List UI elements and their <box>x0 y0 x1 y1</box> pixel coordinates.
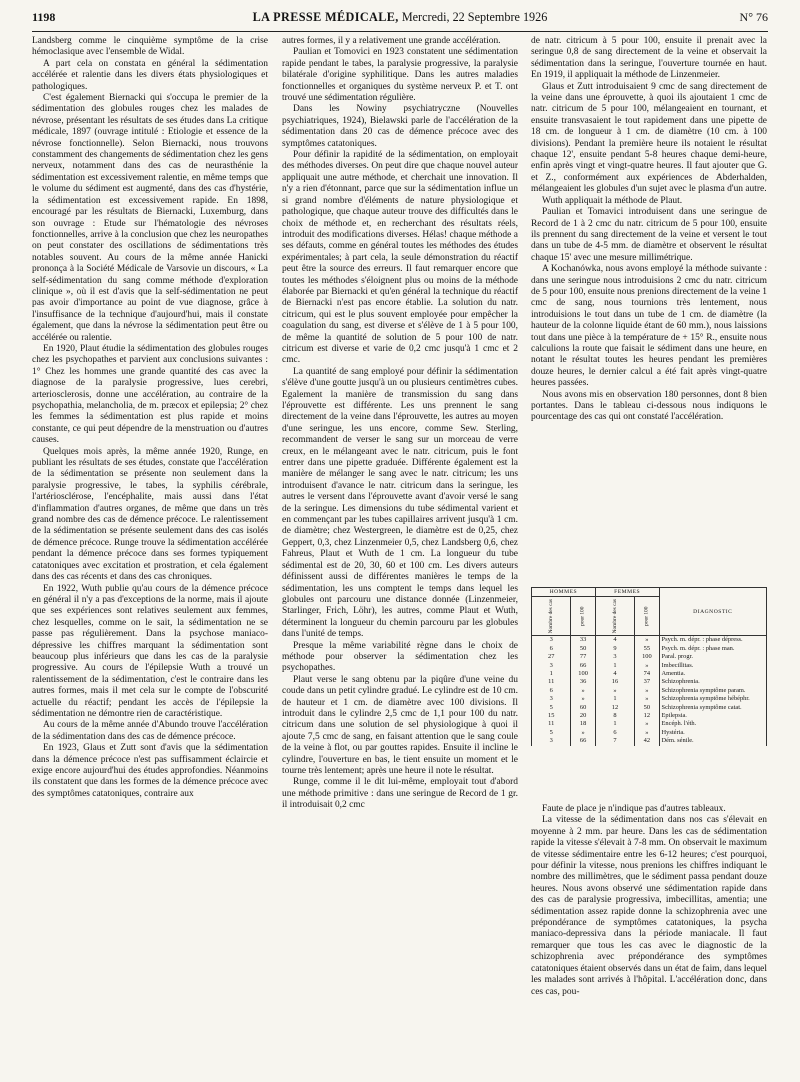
table-cell-number: 7 <box>595 737 634 745</box>
table-cell-number: 4 <box>595 670 634 678</box>
header-femmes: FEMMES <box>595 588 659 597</box>
table-cell-number: 1 <box>595 720 634 728</box>
paragraph: La quantité de sang employé pour définir la sédimentation s'élève d'une goutte jusqu'à un ou plusieurs centimètres cubes. Egalement la manière de transmission du sang dans l'éprouvette est différente. Les uns prennent le sang directement de la veine dans l'éprouvette, les autres au moyen d'une seringue, les uns encore, comme Sew. Sterling, recommandent de verser le sang sur un morceau de verre creux, en le mélangeant avec le natr. citricum, puis le font entrer dans une pipette graduée. Différente également est la manière de mélanger le sang avec le natr. citricum; les uns introduisent d'avance le natr. citricum dans la seringue, les autres le versent dans l'éprouvette avant d'avoir versé le sang de la seringue. Les dimensions du tube sédimental varient et en commençant par les tubes capillaires arrivent jusqu'à 1 cm. de diamètre; chez Westergreen, le diamètre est de 0,25, chez Geppert, 0,3, chez Linzenmeier 0,5, chez Landsberg 0,6, chez Fahreus, Plaut et Wuth de 1 cm. La longueur du tube sédimental est de 20, 30, 60 et 100 cm. Les divers auteurs définissent aussi de différentes manières le temps de la sédimentation, les uns comptent le temps dans lequel les globules ont parcouru une distance donnée (Linzenmeier, Starlinger, Frich, Löhr), les autres, comme Plaut et Wuth, déterminent la longueur du chemin parcouru par les globules dans l'unité de temps. <box>282 366 518 640</box>
table-cell-number: 3 <box>532 636 571 645</box>
column-left <box>32 36 268 800</box>
table-row <box>532 695 767 703</box>
table-cell-number: 66 <box>571 737 595 745</box>
header-rule <box>32 31 768 32</box>
paragraph: Faute de place je n'indique pas d'autres tableaux. <box>542 804 726 814</box>
table-cell-number: » <box>635 636 659 645</box>
paragraph: En 1920, Plaut étudie la sédimentation des globules rouges chez les psychopathes et parvient aux conclusions suivantes : 1° Chez les hommes une grande quantité des cas avec la diagnose de la paralysie progressive, lues cerebri, arteriosclerosis, donne une accélération, au contraire de la psychopathia, melancholia, de m. præcox et epilepsia; 2° chez les femmes la sédimentation est plus rapide et moins constante, ce qui peut dépendre de la menstruation ou d'autres causes. <box>32 343 268 446</box>
table-cell-number: 36 <box>571 678 595 686</box>
table-cell-number: 20 <box>571 712 595 720</box>
table-row <box>532 737 767 745</box>
table-cell-number: » <box>571 687 595 695</box>
table-cell-number: 60 <box>571 704 595 712</box>
table-cell-number: » <box>635 662 659 670</box>
paragraph: autres formes, il y a relativement une grande accélération. <box>282 36 501 46</box>
table-cell-number: 1 <box>595 662 634 670</box>
paragraph: Wuth appliquait la méthode de Plaut. <box>542 195 683 206</box>
issue-number: N° 76 <box>739 10 768 24</box>
table-cell-diagnosis: Encéph. l'éth. <box>659 720 766 728</box>
table-cell-number: 50 <box>635 704 659 712</box>
table-cell-number: 15 <box>532 712 571 720</box>
table-cell-number: 3 <box>532 737 571 745</box>
table-row <box>532 729 767 737</box>
paragraph: de natr. citricum à 5 pour 100, ensuite il prenait avec la seringue 0,8 de sang directement de la veine et observait la sédimentation dans la seringue, l'ouverture tournée en haut. En 1919, il appliquait la méthode de Linzenmeier. <box>531 36 767 81</box>
paragraph: Dans les Nowiny psychiatryczne (Nouvelles psychiatriques, 1924), Bielawski parle de l'accélération de la sédimentation dans 20 cas de démence précoce avec des symptômes catatoniques. <box>282 104 518 149</box>
paragraph: Paulian et Tomavici introduisent dans une seringue de Record de 1 à 2 cmc du natr. citricum de 5 pour 100, ensuite ils prennent du sang directement de la veine et versent le tout dans un tube de 4-5 mm. de diamètre et observent le résultat chaque 15' avec une mesure millimétrique. <box>531 207 767 263</box>
table-cell-number: » <box>635 687 659 695</box>
table-cell-number: 42 <box>635 737 659 745</box>
table-cell-number: 37 <box>635 678 659 686</box>
subheader-cases-men: Nombre des cas <box>532 597 571 636</box>
table-cell-number: 1 <box>532 670 571 678</box>
header-diagnostic: DIAGNOSTIC <box>659 588 766 636</box>
table-cell-number: 4 <box>595 636 634 645</box>
table-cell-diagnosis: Schizophrenia symptôme catat. <box>659 704 766 712</box>
diagnosis-table <box>531 587 767 746</box>
subheader-cases-women: Nombre des cas <box>595 597 634 636</box>
table-cell-number: 50 <box>571 645 595 653</box>
paragraph: Au cours de la même année d'Abundo trouve l'accélération de la sédimentation dans des cas de démence précoce. <box>32 720 268 742</box>
journal-title: LA PRESSE MÉDICALE, <box>252 10 399 24</box>
table-cell-number: » <box>635 695 659 703</box>
table-cell-diagnosis: Dém. sénile. <box>659 737 766 745</box>
column-right-continued <box>531 804 767 998</box>
issue-date: Mercredi, 22 Septembre 1926 <box>401 10 548 24</box>
table-cell-number: 5 <box>532 729 571 737</box>
paragraph: En 1922, Wuth publie qu'au cours de la démence précoce en général il n'y a pas d'exceptions de la norme, mais il ajoute que ses expériences sont relatives seulement aux femmes, chez lesquelles, comme on le sait, la sédimentation ne se passe pas régulièrement. Dans la psychose maniaco-dépressive les chiffres marquant la sédimentation sont beaucoup plus inférieurs que dans les cas de la paralysie progressive. Au cours de l'épilepsie Wuth a trouvé un ralentissement de la sédimentation, c'est le contraire dans les autres formes, mais il met cela sur le compte de l'obscurité actuelle du réactif; pendant les accès de l'épilepsie la sédimentation ne démontre rien de caractéristique. <box>32 583 268 719</box>
paragraph: A Kochanówka, nous avons employé la méthode suivante : dans une seringue nous introduisions 2 cmc du natr. citricum de 5 pour 100, ensuite nous prenions directement de la veine 1 cmc de sang, nous tournions très lentement, nous introduisions le tout dans un tube de 1 cm. de diamètre (la hauteur de la colonne liquide étant de 60 mm.), nous laissions tout dans une pièce à la température de + 15° R., ensuite nous calculions la route que faisait le sédiment dans une heure, en notant le résultat toutes les heures pendant les premières douze heures, le dernier calcul a été fait après vingt-quatre heures passées. <box>531 264 767 389</box>
paragraph: Paulian et Tomovici en 1923 constatent une sédimentation rapide pendant le tabes, la paralysie progressive, la paralysie bilatérale d'origine syphilitique. Dans les autres maladies fonctionnelles et organiques du système nerveux P. et T. ont trouvé une sédimentation régulière. <box>282 47 518 104</box>
table-cell-diagnosis: Epilepsia. <box>659 712 766 720</box>
column-right <box>531 36 767 424</box>
table-cell-number: 1 <box>595 695 634 703</box>
header-hommes: HOMMES <box>532 588 596 597</box>
table-cell-number: » <box>595 687 634 695</box>
table-cell-number: 18 <box>571 720 595 728</box>
paragraph: Plaut verse le sang obtenu par la piqûre d'une veine du coude dans un petit cylindre gradué. Le cylindre est de 10 cm. de hauteur et 1 cm. de diamètre avec 100 divisions. Il introduit dans le cylindre 2,5 cmc de 1,1 pour 100 du natr. citricum dans une solution de sel physiologique à quoi il ajoute 7,5 cmc de sang, en faisant attention que le sang coule de la veine à flot, ou par gouttes rapides. Ensuite il incline le cylindre, l'ouverture en bas, le tient ensuite un moment et le tourne très lentement; après une heure il note le résultat. <box>282 674 518 776</box>
table-row <box>532 645 767 653</box>
table-cell-number: 6 <box>532 645 571 653</box>
paragraph: Pour définir la rapidité de la sédimentation, on employait des méthodes diverses. On peut dire que chaque nouvel auteur appliquait une autre méthode, et cherchait une innovation. Il n'y a rien d'étonnant, parce que sur la sédimentation influe un si grand nombre d'éléments de nature physiologique et pathologique, que chaque auteur trouve des difficultés dans le choix de méthode et, en recherchant des résultats réels, introduit des modifications diverses. Hélas! chaque méthode a ses défauts, comme en général toutes les méthodes des études expérimentales; à part cela, la seule démonstration du réactif peut être la source des erreurs. Il faut remarquer encore que toutes les méthodes s'éloignent plus ou moins de la méthode élaborée par Biernacki et qu'en général la technique du réactif de Biernacki n'est pas encore établie. La solution du natr. citricum, qui est le plus souvent employée pour empêcher la coagulation du sang, est diverse et s'élève de 1 à 5 pour 100, de même la quantité de solution de 5 pour 100 de natr. citricum est diverse et varie de 0,2 cmc jusqu'à 1 cmc et 2 cmc. <box>282 150 518 366</box>
table-cell-number: 6 <box>595 729 634 737</box>
column-middle <box>282 36 518 812</box>
paragraph: Nous avons mis en observation 180 personnes, dont 8 bien portantes. Dans le tableau ci-dessous nous indiquons le pourcentage des cas qui ont constaté l'accélération. <box>531 389 767 423</box>
table-cell-number: 12 <box>635 712 659 720</box>
paragraph: La vitesse de la sédimentation dans nos cas s'élevait en moyenne à 2 mm. par heure. Dans les cas de sédimentation rapide la vitesse s'élevait à 7-8 mm. On observait le maximum de vitesse sédimentaire entre les 6-12 heures; c'est pourquoi, pour définir la vitesse, nous prenions les chiffres indiquant le nombre des millimètres, que le sédiment passa pendant douze heures. Nous avons observé une sédimentation rapide dans des cas de paralysie progressiva, imbecillitas, amentia; une sédimentation assez rapide donne la schizophrenia avec une prépondérance de symptômes catatoniques, la psycha maniaco-depressiva dans la période maniacale. Il faut remarquer que tous les cas avec le diagnostic de la schizophrenia avec prépondérance des symptômes catatoniques étaient observés dans un état de faim, dans lequel les malades sont arrivés à l'hôpital. L'accélération donc, dans ces cas, pou- <box>531 815 767 997</box>
table-cell-number: 66 <box>571 662 595 670</box>
table-cell-number: 33 <box>571 636 595 645</box>
table-cell-number: 27 <box>532 653 571 661</box>
table-cell-number: 8 <box>595 712 634 720</box>
table-row <box>532 678 767 686</box>
table-cell-number: 100 <box>635 653 659 661</box>
table-cell-diagnosis: Hystéria. <box>659 729 766 737</box>
table-cell-number: » <box>635 729 659 737</box>
table-row <box>532 636 767 645</box>
table-row <box>532 670 767 678</box>
table-cell-diagnosis: Psych. m. dépr. : phase man. <box>659 645 766 653</box>
table-cell-number: 12 <box>595 704 634 712</box>
table-row <box>532 662 767 670</box>
table-cell-diagnosis: Schizophrenia. <box>659 678 766 686</box>
subheader-pct-women: pour 100 <box>635 597 659 636</box>
table-cell-number: 100 <box>571 670 595 678</box>
table-cell-number: 3 <box>532 695 571 703</box>
table-cell-diagnosis: Psych. m. dépr. : phase dépress. <box>659 636 766 645</box>
table-cell-diagnosis: Schizophrenia symptôme param. <box>659 687 766 695</box>
table-cell-number: » <box>635 720 659 728</box>
table-cell-number: 74 <box>635 670 659 678</box>
subheader-pct-men: pour 100 <box>571 597 595 636</box>
table-cell-number: 5 <box>532 704 571 712</box>
table-cell-number: » <box>571 695 595 703</box>
paragraph: Presque la même variabilité règne dans le choix de méthode pour observer la sédimentation chez les psychopathes. <box>282 640 518 674</box>
table-cell-diagnosis: Paral. progr. <box>659 653 766 661</box>
paragraph: Glaus et Zutt introduisaient 9 cmc de sang directement de la veine dans une éprouvette, à quoi ils ajoutaient 1 cmc de natr. citricum de 5 pour 100, mélangeaient en tournant, et ensuite transvasaient le tout rapidement dans une pipette de 18 cm. de longueur à 1 cm. de diamètre (10 cm. à 100 divisions). Pendant la première heure ils notaient le résultat chaque 12', ensuite pendant 5-8 heures chaque demi-heure, enfin après vingt et vingt-quatre heures. Il faut ajouter que G. et Z., conformément aux expériences de Abderhalden, mélangeaient les globules d'un sujet avec le plasma d'un autre. <box>531 81 767 195</box>
page-header <box>32 10 768 28</box>
page-number: 1198 <box>32 10 56 24</box>
table-cell-diagnosis: Amentia. <box>659 670 766 678</box>
table-cell-number: 6 <box>532 687 571 695</box>
table-row <box>532 720 767 728</box>
table-cell-number: 3 <box>595 653 634 661</box>
table-row <box>532 653 767 661</box>
table-row <box>532 712 767 720</box>
paragraph: Quelques mois après, la même année 1920, Runge, en publiant les résultats de ses études, constate que l'accélération de la sédimentation se présente non seulement dans la paralysie progressive, le tabes, la syphilis cérébrale, l'artériosclérose, l'encéphalite, mais aussi dans l'état d'inflammation d'autres organes, de même que dans un très grand nombre des cas de démence précoce. Le ralentissement de la sédimentation se présente seulement dans des cas isolés de démence précoce. Runge trouve la sédimentation accélérée pendant la démence précoce dans ses formes typiquement catatoniques avec excitation et prostration, et cela également dans des cas récents et dans des cas chroniques. <box>32 446 268 583</box>
table-cell-number: 16 <box>595 678 634 686</box>
table-cell-number: 3 <box>532 662 571 670</box>
paragraph: En 1923, Glaus et Zutt sont d'avis que la sédimentation dans la démence précoce n'est pas suffisamment éclaircie et exige encore aujourd'hui des études approfondies. Néanmoins ils constatent que dans les formes de la démence précoce avec des symptômes catatoniques, contraire aux <box>32 743 268 799</box>
paragraph: A part cela on constata en général la sédimentation accélérée et ralentie dans les divers états physiologiques et pathologiques. <box>32 58 268 92</box>
table-cell-number: 55 <box>635 645 659 653</box>
table-row <box>532 704 767 712</box>
table-cell-number: 11 <box>532 678 571 686</box>
table-row <box>532 687 767 695</box>
table-cell-number: 77 <box>571 653 595 661</box>
table-cell-diagnosis: Imbecillitas. <box>659 662 766 670</box>
paragraph: Landsberg comme le cinquième symptôme de la crise hémoclasique avec l'ensemble de Widal. <box>32 36 268 58</box>
running-title <box>32 10 768 25</box>
table-cell-number: » <box>571 729 595 737</box>
table-cell-number: 11 <box>532 720 571 728</box>
table-cell-number: 9 <box>595 645 634 653</box>
table-cell-diagnosis: Schizophrenia symptôme hébéphr. <box>659 695 766 703</box>
paragraph: Runge, comme il le dit lui-même, employait tout d'abord une méthode primitive : dans une seringue de Record de 1 gr. il introduisait 0,2 cmc <box>282 777 518 811</box>
paragraph: C'est également Biernacki qui s'occupa le premier de la sédimentation des globules rouges chez les malades de névrose, présentant les résultats de ses études dans La critique médicale, 1897 (ouvrage intitulé : Etiologie et essence de la névrose fonctionnelle). Selon Biernacki, nous trouvons constamment des changements de sédimentation chez les gens nerveux, notamment dans des cas de neurasthénie la sédimentation est excessivement ralentie, en même temps que le volume du sédiment est augmenté, dans des cas d'hystérie, la sédimentation est excessivement rapide. En 1898, encouragé par les résultats de Biernacki, Luxemburg, dans son ouvrage : Etude sur l'hématologie des névroses fonctionnelles, arrive à la conclusion que chez les neuropathes on peut constater des oscillations de sédimentations très notables souvent. Au cours de la même année Hanicki prononça à la Société Médicale de Varsovie un discours, « La self-sédimentation du sang comme méthode d'exploration clinique », où il est d'avis que la self-sédimentation ne peut pas avoir d'importance au point de vue diagnose, grâce à l'insuffisance de la technique d'aujourd'hui, mais il constate également, que dans la névrose la sédimentation peut être ou accélérée ou ralentie. <box>32 93 268 343</box>
